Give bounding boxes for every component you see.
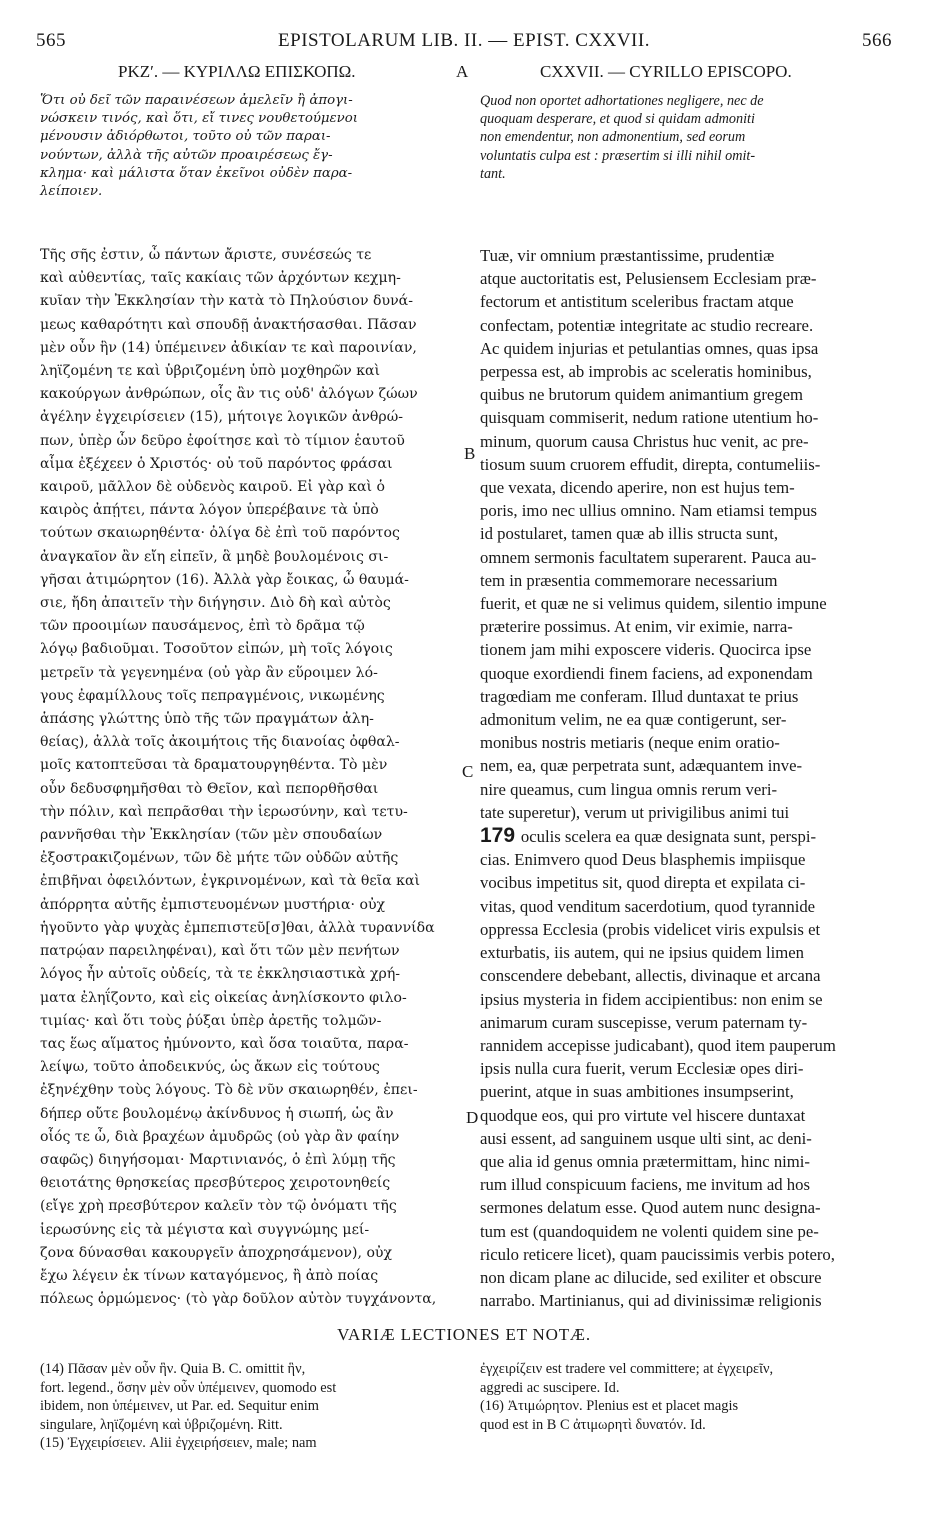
note-line: quod est in B C ἀτιμωρητὶ δυνατόν. Id. [480, 1416, 706, 1433]
greek-text-line: ἱερωσύνης εἰς τὰ μέγιστα καὶ συγγνώμης μεί- [40, 1221, 370, 1238]
greek-text-line: τας ἕως αἵματος ἠμύνοντο, καὶ ὅσα τοιαῦτα, παρα- [40, 1035, 409, 1052]
latin-text-line: Ac quidem injurias et petulantias omnes, quas ipsa [480, 338, 819, 358]
greek-text-line: ληϊζομένη τε καὶ ὑβριζομένη ὑπὸ μοχθηρῶν καὶ [40, 363, 381, 380]
latin-text-line: omnem sermonis facultatem superarent. Pauca au- [480, 547, 817, 567]
latin-text-line: nem, ea, quæ perpetrata sunt, adæquantem inve- [480, 756, 803, 776]
latin-text-line: ipsius mysteria in fidem accipientibus: non enim se [480, 989, 823, 1009]
latin-text-line: narrabo. Martinianus, qui ad divinissimæ religionis [480, 1291, 822, 1311]
greek-text-line: οἷός τε ὦ, διὰ βραχέων ἀμυδρῶς (οὐ γὰρ ἂν φαίην [40, 1128, 400, 1145]
latin-text-line: conscendere debebant, allectis, divinaque et arcana [480, 966, 821, 986]
greek-text-line: αἷμα ἐξέχεεν ὁ Χριστός· οὐ τοῦ παρόντος φράσαι [40, 455, 393, 472]
greek-text-line: πατρῴαν παρειληφέναι), καὶ ὅτι τῶν μὲν πενήτων [40, 943, 400, 960]
greek-text-line: κακούργων ἀνθρώπων, οἷς ἂν τις οὐδ' ἀλόγων ζώων [40, 386, 418, 403]
summary-line: voluntatis culpa est : præsertim si illi nihil omit- [480, 147, 756, 164]
greek-text-line: τὴν πόλιν, καὶ πεπρᾶσθαι τὴν ἱερωσύνην, καὶ τετυ- [40, 803, 408, 820]
latin-text-line: id postularet, tamen quæ ab illis structa sunt, [480, 524, 779, 544]
greek-text-line: γους ἐφαμίλλους τοῖς πεπραγμένοις, νικωμένης [40, 687, 385, 704]
summary-line: λείποιεν. [40, 184, 103, 200]
summary-line: tant. [480, 165, 506, 182]
greek-text-line: ζονα δύνασθαι κακουργεῖν ἀποχρησάμενον), οὐχ [40, 1244, 393, 1261]
notes-heading: VARIÆ LECTIONES ET NOTÆ. [337, 1325, 591, 1344]
latin-text-line: fectorum et antistitum sceleribus fractam atque [480, 292, 794, 312]
greek-text-line: μετρεῖν τὰ γεγενημένα (οὐ γὰρ ἂν εὕροιμεν λό- [40, 664, 378, 681]
note-line: ἐγχειρίζειν est tradere vel committere; at ἐγχειρεῖν, [480, 1361, 774, 1377]
running-title: EPISTOLARUM LIB. II. — EPIST. CXXVII. [278, 30, 650, 51]
greek-text-line: καιρὸς ἀπῄτει, πάντα λόγον ὑπερέβαινε τὰ ὑπὸ [40, 502, 379, 519]
latin-text-line: quisquam commiserit, nedum ratione utentium ho- [480, 408, 819, 428]
latin-text-line: admonitum velim, ne ea quæ contigerunt, ser- [480, 710, 787, 730]
page-marker-179: 179 [480, 824, 521, 848]
greek-text-line: σαφῶς) διηγήσομαι· Μαρτινιανός, ὁ ἐπὶ λύμῃ τῆς [40, 1151, 396, 1168]
greek-summary [40, 92, 460, 201]
latin-text-line: animarum curam suscepisse, verum paternam ty- [480, 1012, 808, 1032]
latin-text-line: Tuæ, vir omnium præstantissime, prudentiæ [480, 246, 775, 265]
greek-text-line: δήπερ οὔτε βουλομένῳ ἀκίνδυνος ἡ σιωπή, ὡς ἂν [40, 1105, 394, 1122]
greek-text-line: μεως καθαρότητι καὶ σπουδῇ ἀνακτήσασθαι. Πᾶσαν [40, 316, 417, 333]
greek-text-line: μοῖς κατοπτεῦσαι τὰ δραματουργηθέντα. Τὸ μὲν [40, 757, 388, 774]
latin-text-line: quodque eos, qui pro virtute vel hiscere duntaxat [480, 1105, 806, 1125]
greek-text-line: οὖν δεδυσφημῆσθαι τὸ Θεῖον, καὶ πεπορθῆσθαι [40, 780, 379, 797]
latin-text-line: rum illud conspicuum faciens, me invitum ad hos [480, 1175, 810, 1195]
greek-text-line: σιε, ἤδη ἀπαιτεῖν τὴν διήγησιν. Διὸ δὴ καὶ αὐτὸς [40, 595, 391, 612]
greek-text-line: ἐπιβῆναι ὀφειλόντων, ἐγκρινομένων, καὶ τὰ θεῖα καὶ [40, 873, 421, 890]
greek-text-column [40, 244, 460, 1311]
greek-text-line: ἀπόρρητα αὐτῆς ἐμπιστευομένων μυστήρια· οὐχ [40, 896, 386, 913]
latin-text-line: tionem jam mihi exposcere videris. Quocirca ipse [480, 640, 812, 660]
greek-text-line: (εἴγε χρὴ πρεσβύτερον καλεῖν τὸν τῷ ὀνόματι τῆς [40, 1198, 397, 1215]
greek-letter-heading: ΡΚΖʹ. — ΚΥΡΙΛΛΩ ΕΠΙΣΚΟΠΩ. [118, 62, 356, 81]
note-line: ibidem, non ὑπέμεινεν, ut Par. ed. Sequitur enim [40, 1398, 319, 1414]
summary-line: non emendentur, non admonentium, sed eorum [480, 129, 746, 146]
greek-text-line: κυῖαν τὴν Ἐκκλησίαν τὴν κατὰ τὸ Πηλούσιον δυνά- [40, 293, 413, 310]
margin-marker-a: A [456, 62, 469, 81]
summary-line: quoquam desperare, et quod si quidam admoniti [480, 111, 755, 128]
greek-text-line: λόγῳ βαδιοῦμαι. Τοσοῦτον εἰπών, μὴ τοῖς λόγοις [40, 641, 393, 658]
latin-text-line: perpessa est, ab improbis ac sceleratis hominibus, [480, 362, 812, 382]
margin-marker-b: B [464, 444, 476, 463]
note-line: fort. legend., ὅσην μὲν οὖν ὑπέμεινεν, quomodo est [40, 1379, 337, 1396]
latin-text-line: tiosum suum cruorem effudit, direpta, contumeliis- [480, 454, 821, 474]
greek-text-line: ἀγέλην ἐγχειρίσειεν (15), μήτοιγε λογικῶν ἀνθρώ- [40, 409, 403, 426]
greek-text-line: Τῆς σῆς ἐστιν, ὦ πάντων ἄριστε, συνέσεώς τε [40, 247, 372, 263]
latin-text-line: que alia id genus omnia prætermittam, hinc nimi- [480, 1151, 810, 1171]
latin-text-line: non dicam plane ac dilucide, sed exiliter et obscure [480, 1267, 822, 1287]
latin-text-line: tum est (quandoquidem ne volenti quidem sine pe- [480, 1221, 819, 1241]
latin-text-line: quoque exordiendi finem faciens, ad exponendam [480, 663, 813, 683]
summary-line: Ὅτι οὐ δεῖ τῶν παραινέσεων ἀμελεῖν ἢ ἀπογι- [40, 93, 353, 108]
latin-text-line: minum, quorum causa Christus huc venit, ac pre- [480, 431, 809, 451]
summary-line: κλημα· καὶ μάλιστα ὅταν ἐκεῖνοι οὐδὲν παρα- [40, 165, 353, 181]
summary-line: μένουσιν ἀδιόρθωτοι, τοῦτο οὐ τῶν παραι- [40, 129, 331, 145]
latin-text-line: puerint, atque in suas ambitiones insumpserint, [480, 1082, 794, 1102]
greek-text-line: τιμίας· καὶ ὅτι τοὺς ῥύξαι ὑπὲρ ἀρετῆς τολμῶν- [40, 1012, 382, 1029]
greek-text-line: ἡγοῦντο γὰρ ψυχὰς ἐμπεπιστεῦ[σ]θαι, ἀλλὰ τυραννίδα [40, 919, 435, 936]
latin-text-line: vocibus impetitus sit, quod direpta et expilata ci- [480, 873, 806, 893]
page-number-left: 565 [36, 30, 66, 51]
latin-text-line: 179 oculis scelera ea quæ designata sunt, perspi- [480, 824, 817, 848]
latin-text-line: ausi essent, ad sanguinem usque ulti sint, ac deni- [480, 1128, 812, 1148]
greek-text-line: θείας), ἀλλὰ τοῖς ἀκοιμήτοις τῆς διανοίας ὀφθαλ- [40, 734, 400, 751]
latin-text-line: poris, imo nec ullius omnino. Nam etiamsi tempus [480, 501, 817, 521]
summary-line: νώσκειν τινός, καὶ ὅτι, εἴ τινες νουθετούμενοι [40, 111, 358, 127]
latin-text-line: atque auctoritatis est, Pelusiensem Ecclesiam præ- [480, 269, 817, 289]
greek-text-line: ραννῆσθαι τὴν Ἐκκλησίαν (τῶν μὲν σπουδαίων [40, 827, 383, 844]
note-line: (16) Ἀτιμώρητον. Plenius est et placet magis [480, 1398, 739, 1414]
greek-text-line: ἔχω λέγειν ἐκ τίνων καταγόμενος, ἢ ἀπὸ ποίας [40, 1267, 379, 1284]
notes-left-column [40, 1360, 460, 1453]
page-number-right: 566 [862, 30, 892, 51]
greek-text-line: καιροῦ, μᾶλλον δὲ οὐδενὸς καιροῦ. Εἰ γὰρ καὶ ὁ [40, 479, 385, 496]
greek-text-line: ἁπάσης γλώττης ὑπὸ τῆς τῶν πραγμάτων ἀλη- [40, 711, 374, 728]
latin-text-line: oppressa Ecclesia (probis videlicet viris expulsis et [480, 919, 821, 939]
greek-text-line: ἐξοστρακιζομένων, τῶν δὲ μήτε τῶν οὐδῶν αὐτῆς [40, 850, 399, 867]
latin-text-line: tate superetur), verum ut privigilibus animi tui [480, 802, 790, 822]
greek-text-line: λείψω, τοῦτο ἀποδεικνύς, ὡς ἄκων εἰς τούτους [40, 1059, 380, 1076]
greek-text-line: ματα ἐληΐζοντο, καὶ εἰς οἰκείας ἀνηλίσκοντο φιλο- [40, 989, 407, 1006]
latin-text-column [480, 244, 888, 1312]
latin-text-line: sermones delatum esse. Quod autem nunc designa- [480, 1198, 821, 1218]
margin-marker-c: C [462, 762, 474, 781]
notes-right-column [480, 1360, 888, 1434]
note-line: (15) Ἐγχειρίσειεν. Alii ἐγχειρήσειεν, male; nam [40, 1435, 317, 1451]
latin-text-line: nire queamus, cum lingua omnis rerum veri- [480, 779, 778, 799]
latin-text-line: quibus ne brutorum quidem animantium gregem [480, 385, 804, 405]
latin-text-line: confectam, potentiæ integritate ac studio recreare. [480, 315, 814, 335]
latin-text-line: tragœdiam me conferam. Illud duntaxat te prius [480, 686, 799, 706]
greek-text-line: λόγος ἦν αὐτοῖς οὐδείς, τὰ τε ἐκκλησιαστικὰ χρή- [40, 966, 401, 983]
summary-line: Quod non oportet adhortationes negligere, nec de [480, 93, 764, 109]
greek-text-line: μὲν οὖν ἣν (14) ὑπέμεινεν ἀδικίαν τε καὶ παροινίαν, [40, 339, 417, 356]
latin-text-line: tem in præsentia commemorare necessarium [480, 570, 778, 590]
latin-text-line: ipsis nulla cura fuerit, verum Ecclesiæ opes diri- [480, 1059, 804, 1079]
greek-text-line: καὶ αὐθεντίας, ταῖς κακίαις τῶν ἀρχόντων κεχμη- [40, 270, 401, 287]
greek-text-line: γῆσαι ἀτιμώρητον (16). Ἀλλὰ γὰρ ἔοικας, ὦ θαυμά- [40, 571, 409, 588]
latin-text-line: fuerit, et quæ ne si velimus quidem, silentio impune [480, 594, 827, 614]
latin-text-line: riculo reticere licet), quam paucissimis verbis potero, [480, 1244, 835, 1264]
latin-text-line: que vexata, dicendo aperire, non est hujus tem- [480, 478, 795, 498]
greek-text-line: πόλεως ὁρμώμενος· (τὸ γὰρ δοῦλον αὐτὸν τυγχάνοντα, [40, 1291, 437, 1308]
latin-summary [480, 92, 890, 183]
greek-text-line: τούτων σκαιωρηθέντα· ὀλίγα δὲ ἐπὶ τοῦ παρόντος [40, 525, 400, 542]
latin-text-line: exturbatis, iis autem, qui ne ipsius quidem limen [480, 943, 804, 963]
latin-letter-heading: CXXVII. — CYRILLO EPISCOPO. [540, 62, 792, 81]
note-line: aggredi ac suscipere. Id. [480, 1379, 620, 1396]
greek-text-line: πων, ὑπὲρ ὧν δεῦρο ἐφοίτησε καὶ τὸ τίμιον ἑαυτοῦ [40, 432, 405, 449]
greek-text-line: ἐξηνέχθην τοὺς λόγους. Τὸ δὲ νῦν σκαιωρηθέν, ἐπει- [40, 1082, 418, 1099]
latin-text-line: monibus nostris metiaris (neque enim oratio- [480, 733, 780, 753]
margin-marker-d: D [466, 1108, 479, 1127]
summary-line: νούντων, ἀλλὰ τῆς αὐτῶν προαιρέσεως ἔγ- [40, 147, 333, 163]
note-line: singulare, ληϊζομένη καὶ ὑβριζομένη. Ritt. [40, 1416, 283, 1433]
latin-text-line: rannidem accepisse judicabant), quod item pauperum [480, 1035, 836, 1055]
greek-text-line: ἀναγκαῖον ἂν εἴη εἰπεῖν, ἃ μηδὲ βουλομένοις σι- [40, 548, 389, 565]
greek-text-line: θειοτάτης θρησκείας πρεσβύτερος χειροτονηθείς [40, 1175, 391, 1192]
latin-text-line: præterire possimus. At enim, vir eximie, narra- [480, 617, 793, 637]
latin-text-line: vitas, quod venditum sacerdotium, quod tyrannide [480, 896, 816, 916]
greek-text-line: τῶν προοιμίων παυσάμενος, ἐπὶ τὸ δρᾶμα τῷ [40, 618, 365, 635]
note-line: (14) Πᾶσαν μὲν οὖν ἣν. Quia B. C. omittit ἣν, [40, 1361, 306, 1377]
latin-text-line: cias. Enimvero quod Deus blasphemis impiisque [480, 850, 806, 870]
